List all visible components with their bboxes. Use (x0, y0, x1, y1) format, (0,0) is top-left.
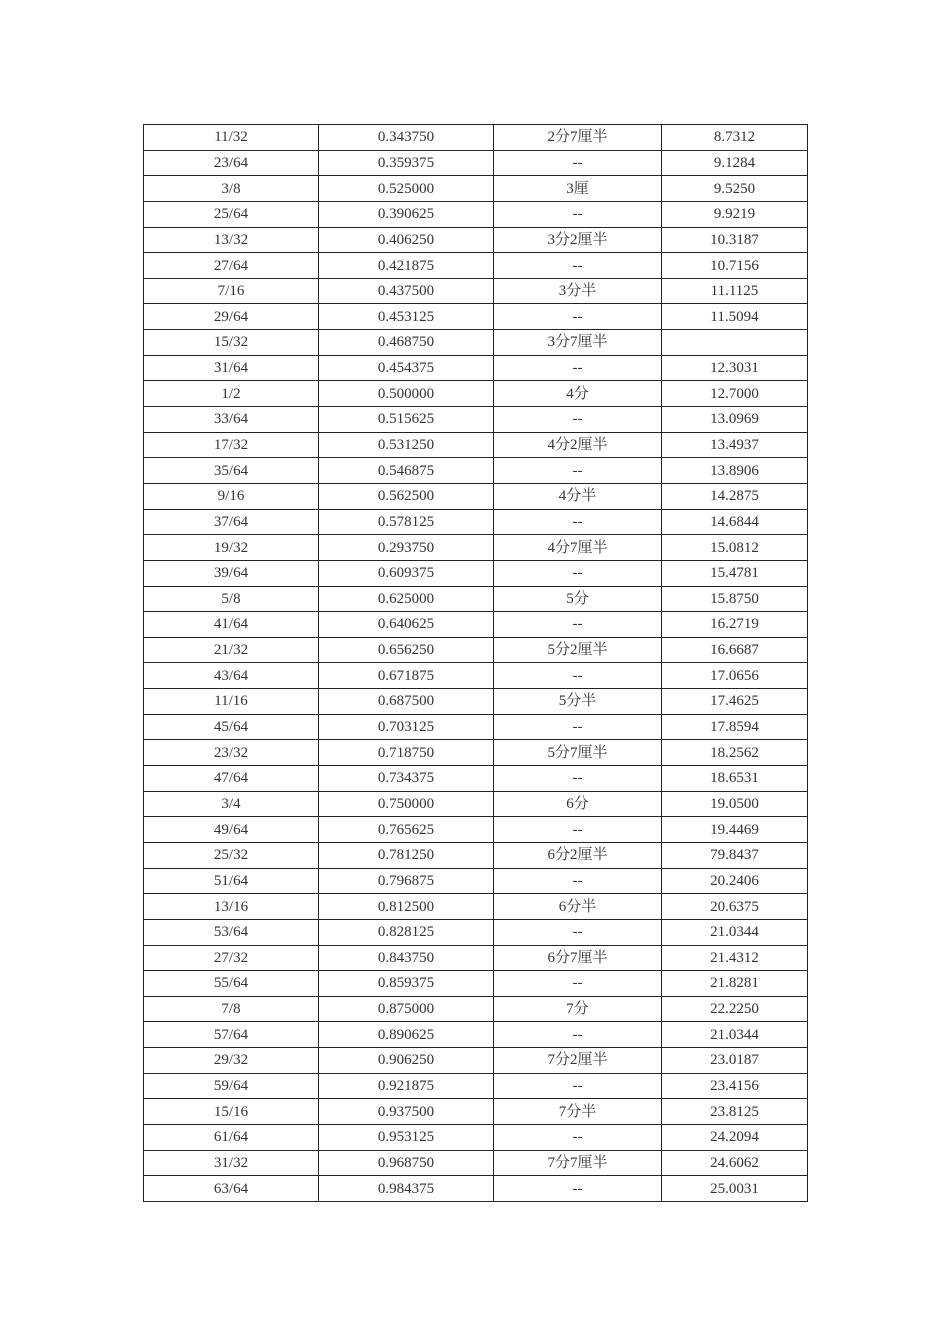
millimeter-cell: 17.0656 (662, 663, 808, 689)
fraction-cell: 29/64 (144, 304, 319, 330)
fraction-cell: 53/64 (144, 919, 319, 945)
decimal-inch-cell: 0.531250 (319, 432, 494, 458)
millimeter-cell: 18.6531 (662, 766, 808, 792)
millimeter-cell: 13.4937 (662, 432, 808, 458)
chinese-unit-cell: 4分 (494, 381, 662, 407)
millimeter-cell: 16.6687 (662, 637, 808, 663)
fraction-cell: 61/64 (144, 1124, 319, 1150)
fraction-cell: 13/32 (144, 227, 319, 253)
decimal-inch-cell: 0.453125 (319, 304, 494, 330)
chinese-unit-cell: -- (494, 612, 662, 638)
table-row (144, 1048, 808, 1074)
decimal-inch-cell: 0.843750 (319, 945, 494, 971)
chinese-unit-cell: 3分半 (494, 278, 662, 304)
millimeter-cell: 23.4156 (662, 1073, 808, 1099)
table-row (144, 586, 808, 612)
inch-conversion-table (143, 124, 808, 1202)
fraction-cell: 33/64 (144, 407, 319, 433)
millimeter-cell: 18.2562 (662, 740, 808, 766)
fraction-cell: 47/64 (144, 766, 319, 792)
chinese-unit-cell: -- (494, 1073, 662, 1099)
fraction-cell: 27/32 (144, 945, 319, 971)
decimal-inch-cell: 0.562500 (319, 483, 494, 509)
fraction-cell: 29/32 (144, 1048, 319, 1074)
chinese-unit-cell: 6分2厘半 (494, 842, 662, 868)
millimeter-cell: 25.0031 (662, 1176, 808, 1202)
chinese-unit-cell: 4分半 (494, 483, 662, 509)
decimal-inch-cell: 0.578125 (319, 509, 494, 535)
decimal-inch-cell: 0.828125 (319, 919, 494, 945)
millimeter-cell: 15.4781 (662, 560, 808, 586)
table-row (144, 689, 808, 715)
decimal-inch-cell: 0.906250 (319, 1048, 494, 1074)
table-row (144, 1124, 808, 1150)
decimal-inch-cell: 0.500000 (319, 381, 494, 407)
millimeter-cell: 14.6844 (662, 509, 808, 535)
fraction-cell: 1/2 (144, 381, 319, 407)
chinese-unit-cell: -- (494, 407, 662, 433)
decimal-inch-cell: 0.625000 (319, 586, 494, 612)
table-row (144, 612, 808, 638)
table-row (144, 1099, 808, 1125)
table-row (144, 176, 808, 202)
table-row (144, 483, 808, 509)
decimal-inch-cell: 0.656250 (319, 637, 494, 663)
table-row (144, 996, 808, 1022)
decimal-inch-cell: 0.343750 (319, 125, 494, 151)
decimal-inch-cell: 0.421875 (319, 253, 494, 279)
chinese-unit-cell: -- (494, 304, 662, 330)
chinese-unit-cell: -- (494, 663, 662, 689)
decimal-inch-cell: 0.454375 (319, 355, 494, 381)
decimal-inch-cell: 0.921875 (319, 1073, 494, 1099)
fraction-cell: 63/64 (144, 1176, 319, 1202)
fraction-cell: 39/64 (144, 560, 319, 586)
millimeter-cell: 24.2094 (662, 1124, 808, 1150)
chinese-unit-cell: -- (494, 1022, 662, 1048)
chinese-unit-cell: -- (494, 458, 662, 484)
decimal-inch-cell: 0.984375 (319, 1176, 494, 1202)
chinese-unit-cell: 2分7厘半 (494, 125, 662, 151)
table-row (144, 355, 808, 381)
chinese-unit-cell: -- (494, 1176, 662, 1202)
fraction-cell: 17/32 (144, 432, 319, 458)
table-row (144, 1150, 808, 1176)
millimeter-cell: 24.6062 (662, 1150, 808, 1176)
millimeter-cell: 19.0500 (662, 791, 808, 817)
decimal-inch-cell: 0.859375 (319, 971, 494, 997)
table-row (144, 714, 808, 740)
millimeter-cell: 79.8437 (662, 842, 808, 868)
millimeter-cell: 14.2875 (662, 483, 808, 509)
chinese-unit-cell: -- (494, 766, 662, 792)
millimeter-cell: 22.2250 (662, 996, 808, 1022)
table-row (144, 125, 808, 151)
chinese-unit-cell: 4分7厘半 (494, 535, 662, 561)
decimal-inch-cell: 0.750000 (319, 791, 494, 817)
fraction-cell: 35/64 (144, 458, 319, 484)
chinese-unit-cell: 5分半 (494, 689, 662, 715)
decimal-inch-cell: 0.609375 (319, 560, 494, 586)
millimeter-cell: 10.3187 (662, 227, 808, 253)
fraction-cell: 15/32 (144, 330, 319, 356)
chinese-unit-cell: 4分2厘半 (494, 432, 662, 458)
table-row (144, 330, 808, 356)
decimal-inch-cell: 0.406250 (319, 227, 494, 253)
decimal-inch-cell: 0.718750 (319, 740, 494, 766)
chinese-unit-cell: 6分 (494, 791, 662, 817)
decimal-inch-cell: 0.796875 (319, 868, 494, 894)
millimeter-cell: 8.7312 (662, 125, 808, 151)
table-row (144, 945, 808, 971)
chinese-unit-cell: 6分7厘半 (494, 945, 662, 971)
fraction-cell: 7/16 (144, 278, 319, 304)
millimeter-cell: 19.4469 (662, 817, 808, 843)
millimeter-cell: 13.8906 (662, 458, 808, 484)
fraction-cell: 45/64 (144, 714, 319, 740)
table-row (144, 432, 808, 458)
millimeter-cell: 12.7000 (662, 381, 808, 407)
table-row (144, 868, 808, 894)
table-row (144, 227, 808, 253)
fraction-cell: 37/64 (144, 509, 319, 535)
chinese-unit-cell: -- (494, 355, 662, 381)
millimeter-cell: 23.8125 (662, 1099, 808, 1125)
table-row (144, 381, 808, 407)
fraction-cell: 43/64 (144, 663, 319, 689)
fraction-cell: 23/64 (144, 150, 319, 176)
chinese-unit-cell: -- (494, 971, 662, 997)
millimeter-cell: 17.8594 (662, 714, 808, 740)
fraction-cell: 11/32 (144, 125, 319, 151)
chinese-unit-cell: -- (494, 560, 662, 586)
fraction-cell: 11/16 (144, 689, 319, 715)
fraction-cell: 51/64 (144, 868, 319, 894)
millimeter-cell: 9.1284 (662, 150, 808, 176)
millimeter-cell: 21.0344 (662, 919, 808, 945)
fraction-cell: 7/8 (144, 996, 319, 1022)
chinese-unit-cell: -- (494, 253, 662, 279)
decimal-inch-cell: 0.890625 (319, 1022, 494, 1048)
chinese-unit-cell: 3分7厘半 (494, 330, 662, 356)
decimal-inch-cell: 0.359375 (319, 150, 494, 176)
table-row (144, 304, 808, 330)
millimeter-cell: 13.0969 (662, 407, 808, 433)
table-row (144, 253, 808, 279)
table-row (144, 278, 808, 304)
table-row (144, 560, 808, 586)
decimal-inch-cell: 0.765625 (319, 817, 494, 843)
millimeter-cell: 9.5250 (662, 176, 808, 202)
fraction-cell: 41/64 (144, 612, 319, 638)
millimeter-cell: 11.5094 (662, 304, 808, 330)
fraction-cell: 25/64 (144, 201, 319, 227)
millimeter-cell: 21.4312 (662, 945, 808, 971)
chinese-unit-cell: 5分2厘半 (494, 637, 662, 663)
millimeter-cell: 15.0812 (662, 535, 808, 561)
table-row (144, 817, 808, 843)
chinese-unit-cell: 3分2厘半 (494, 227, 662, 253)
millimeter-cell: 10.7156 (662, 253, 808, 279)
millimeter-cell: 23.0187 (662, 1048, 808, 1074)
chinese-unit-cell: 7分半 (494, 1099, 662, 1125)
chinese-unit-cell: 6分半 (494, 894, 662, 920)
millimeter-cell: 15.8750 (662, 586, 808, 612)
table-row (144, 766, 808, 792)
decimal-inch-cell: 0.293750 (319, 535, 494, 561)
fraction-cell: 5/8 (144, 586, 319, 612)
table-row (144, 1022, 808, 1048)
decimal-inch-cell: 0.968750 (319, 1150, 494, 1176)
table-row (144, 1073, 808, 1099)
decimal-inch-cell: 0.640625 (319, 612, 494, 638)
chinese-unit-cell: -- (494, 150, 662, 176)
fraction-cell: 15/16 (144, 1099, 319, 1125)
chinese-unit-cell: -- (494, 509, 662, 535)
decimal-inch-cell: 0.437500 (319, 278, 494, 304)
chinese-unit-cell: -- (494, 817, 662, 843)
millimeter-cell: 20.6375 (662, 894, 808, 920)
millimeter-cell: 16.2719 (662, 612, 808, 638)
fraction-cell: 21/32 (144, 637, 319, 663)
decimal-inch-cell: 0.703125 (319, 714, 494, 740)
fraction-cell: 9/16 (144, 483, 319, 509)
chinese-unit-cell: 7分2厘半 (494, 1048, 662, 1074)
fraction-cell: 3/4 (144, 791, 319, 817)
table-row (144, 663, 808, 689)
decimal-inch-cell: 0.812500 (319, 894, 494, 920)
table-row (144, 637, 808, 663)
table-row (144, 1176, 808, 1202)
fraction-cell: 3/8 (144, 176, 319, 202)
fraction-cell: 25/32 (144, 842, 319, 868)
decimal-inch-cell: 0.734375 (319, 766, 494, 792)
chinese-unit-cell: 7分 (494, 996, 662, 1022)
chinese-unit-cell: 7分7厘半 (494, 1150, 662, 1176)
table-row (144, 740, 808, 766)
decimal-inch-cell: 0.468750 (319, 330, 494, 356)
fraction-cell: 19/32 (144, 535, 319, 561)
decimal-inch-cell: 0.671875 (319, 663, 494, 689)
fraction-cell: 31/32 (144, 1150, 319, 1176)
fraction-cell: 59/64 (144, 1073, 319, 1099)
millimeter-cell: 11.1125 (662, 278, 808, 304)
table-row (144, 150, 808, 176)
millimeter-cell: 21.0344 (662, 1022, 808, 1048)
table-row (144, 971, 808, 997)
fraction-cell: 49/64 (144, 817, 319, 843)
millimeter-cell (662, 330, 808, 356)
decimal-inch-cell: 0.515625 (319, 407, 494, 433)
fraction-cell: 27/64 (144, 253, 319, 279)
table-row (144, 842, 808, 868)
chinese-unit-cell: 5分7厘半 (494, 740, 662, 766)
fraction-cell: 23/32 (144, 740, 319, 766)
table-row (144, 919, 808, 945)
chinese-unit-cell: -- (494, 714, 662, 740)
table-body (144, 125, 808, 1202)
chinese-unit-cell: -- (494, 201, 662, 227)
table-row (144, 791, 808, 817)
decimal-inch-cell: 0.546875 (319, 458, 494, 484)
table-row (144, 201, 808, 227)
chinese-unit-cell: -- (494, 1124, 662, 1150)
table-row (144, 535, 808, 561)
decimal-inch-cell: 0.875000 (319, 996, 494, 1022)
fraction-cell: 57/64 (144, 1022, 319, 1048)
fraction-cell: 13/16 (144, 894, 319, 920)
chinese-unit-cell: -- (494, 868, 662, 894)
table-row (144, 458, 808, 484)
decimal-inch-cell: 0.937500 (319, 1099, 494, 1125)
table-row (144, 894, 808, 920)
table-row (144, 509, 808, 535)
millimeter-cell: 9.9219 (662, 201, 808, 227)
chinese-unit-cell: 5分 (494, 586, 662, 612)
millimeter-cell: 17.4625 (662, 689, 808, 715)
millimeter-cell: 20.2406 (662, 868, 808, 894)
millimeter-cell: 21.8281 (662, 971, 808, 997)
fraction-cell: 31/64 (144, 355, 319, 381)
chinese-unit-cell: 3厘 (494, 176, 662, 202)
decimal-inch-cell: 0.953125 (319, 1124, 494, 1150)
decimal-inch-cell: 0.687500 (319, 689, 494, 715)
decimal-inch-cell: 0.390625 (319, 201, 494, 227)
decimal-inch-cell: 0.525000 (319, 176, 494, 202)
fraction-cell: 55/64 (144, 971, 319, 997)
decimal-inch-cell: 0.781250 (319, 842, 494, 868)
chinese-unit-cell: -- (494, 919, 662, 945)
millimeter-cell: 12.3031 (662, 355, 808, 381)
table-row (144, 407, 808, 433)
